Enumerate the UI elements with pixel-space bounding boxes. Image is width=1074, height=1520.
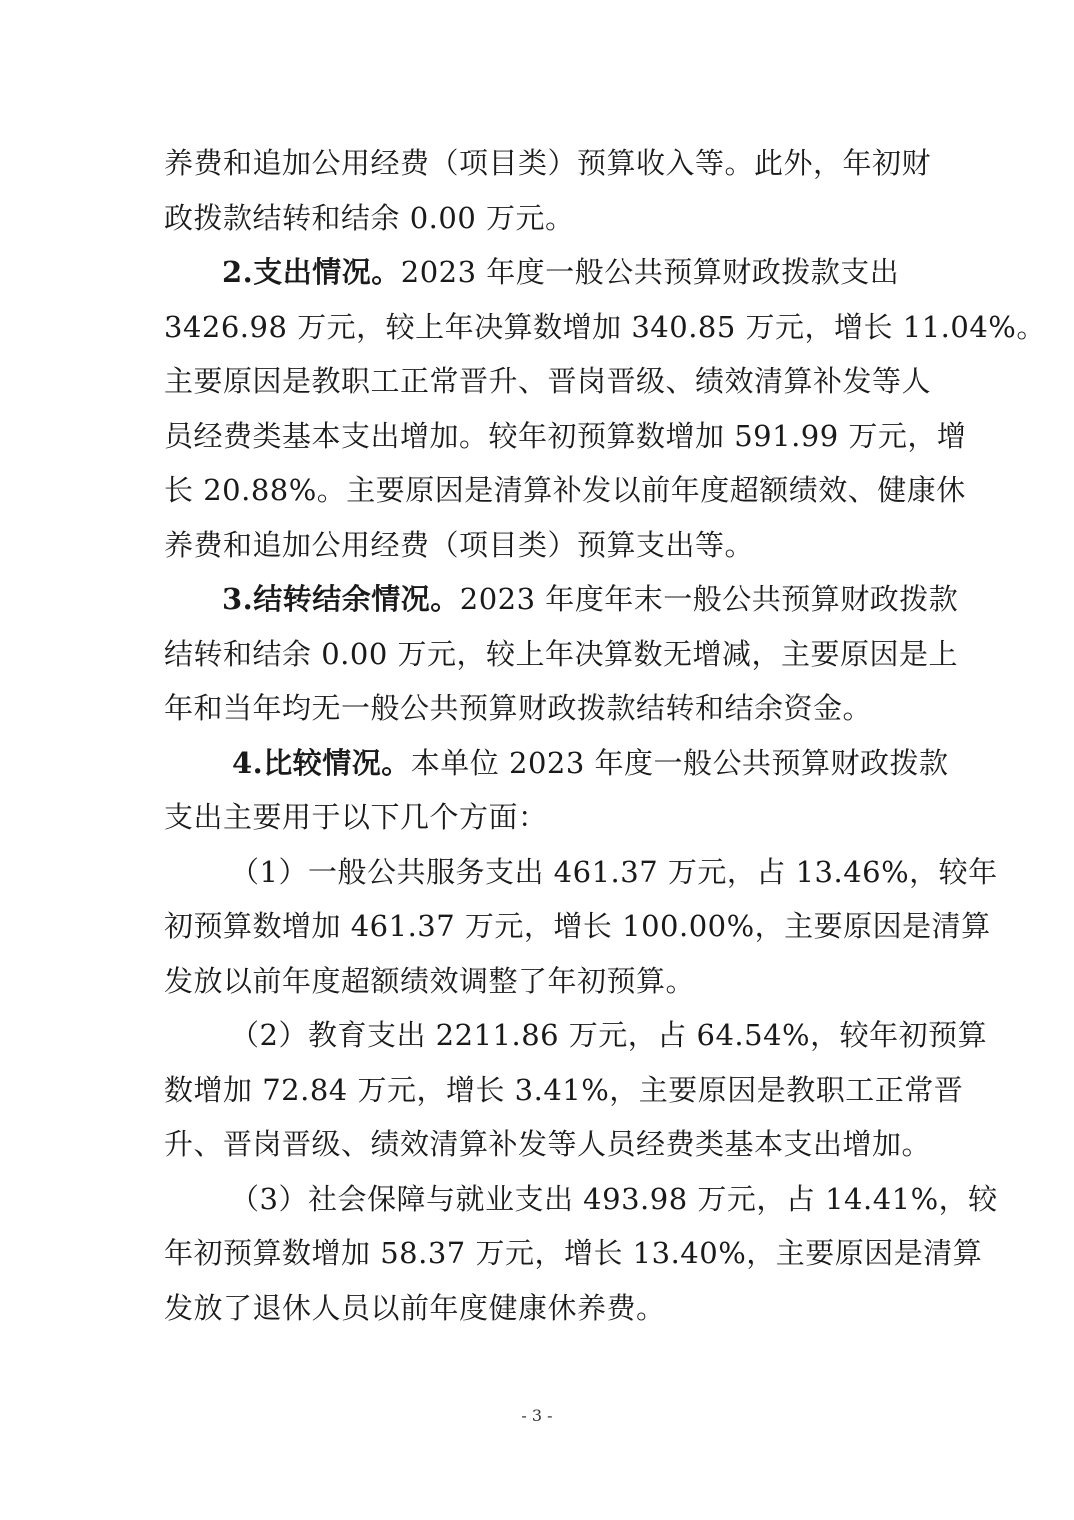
section-heading: 4.比较情况。 [232, 745, 411, 780]
text-line: 升、晋岗晋级、绩效清算补发等人员经费类基本支出增加。 [164, 1127, 932, 1161]
section-heading-line: 2.支出情况。2023 年度一般公共预算财政拨款支出 [222, 255, 900, 289]
text-line: 养费和追加公用经费（项目类）预算支出等。 [164, 527, 755, 562]
text-line: 年初预算数增加 58.37 万元，增长 13.40%，主要原因是清算 [164, 1236, 983, 1270]
text-line: 发放以前年度超额绩效调整了年初预算。 [164, 963, 696, 998]
text-line: 数增加 72.84 万元，增长 3.41%，主要原因是教职工正常晋 [164, 1072, 964, 1107]
section-heading: 3.结转结余情况。 [222, 582, 460, 616]
section-heading-line: 3.结转结余情况。2023 年度年末一般公共预算财政拨款 [222, 582, 959, 616]
section-heading: 2.支出情况。 [222, 255, 401, 289]
text-line: 主要原因是教职工正常晋升、晋岗晋级、绩效清算补发等人 [164, 364, 932, 398]
text-line: 发放了退休人员以前年度健康休养费。 [164, 1290, 666, 1325]
text-line: 支出主要用于以下几个方面： [164, 800, 548, 834]
text-line: 结转和结余 0.00 万元，较上年决算数无增减，主要原因是上 [164, 636, 959, 671]
section-heading-line: 4.比较情况。本单位 2023 年度一般公共预算财政拨款 [232, 745, 949, 780]
page-number: - 3 - [521, 1406, 553, 1425]
text-line: 年和当年均无一般公共预算财政拨款结转和结余资金。 [164, 691, 873, 725]
list-item-line: （1）一般公共服务支出 461.37 万元，占 13.46%，较年 [230, 854, 998, 889]
list-item-line: （3）社会保障与就业支出 493.98 万元，占 14.41%，较 [230, 1181, 998, 1216]
list-item-line: （2）教育支出 2211.86 万元，占 64.54%，较年初预算 [230, 1018, 988, 1052]
text-line: 初预算数增加 461.37 万元，增长 100.00%，主要原因是清算 [164, 909, 991, 943]
text-line: 员经费类基本支出增加。较年初预算数增加 591.99 万元，增 [164, 418, 967, 453]
text-line: 养费和追加公用经费（项目类）预算收入等。此外，年初财 [164, 146, 932, 180]
text-line: 3426.98 万元，较上年决算数增加 340.85 万元，增长 11.04%。 [164, 309, 1046, 344]
body-text [164, 136, 1046, 1335]
text-line: 长 20.88%。主要原因是清算补发以前年度超额绩效、健康休 [164, 473, 966, 507]
text-line: 政拨款结转和结余 0.00 万元。 [164, 200, 575, 235]
